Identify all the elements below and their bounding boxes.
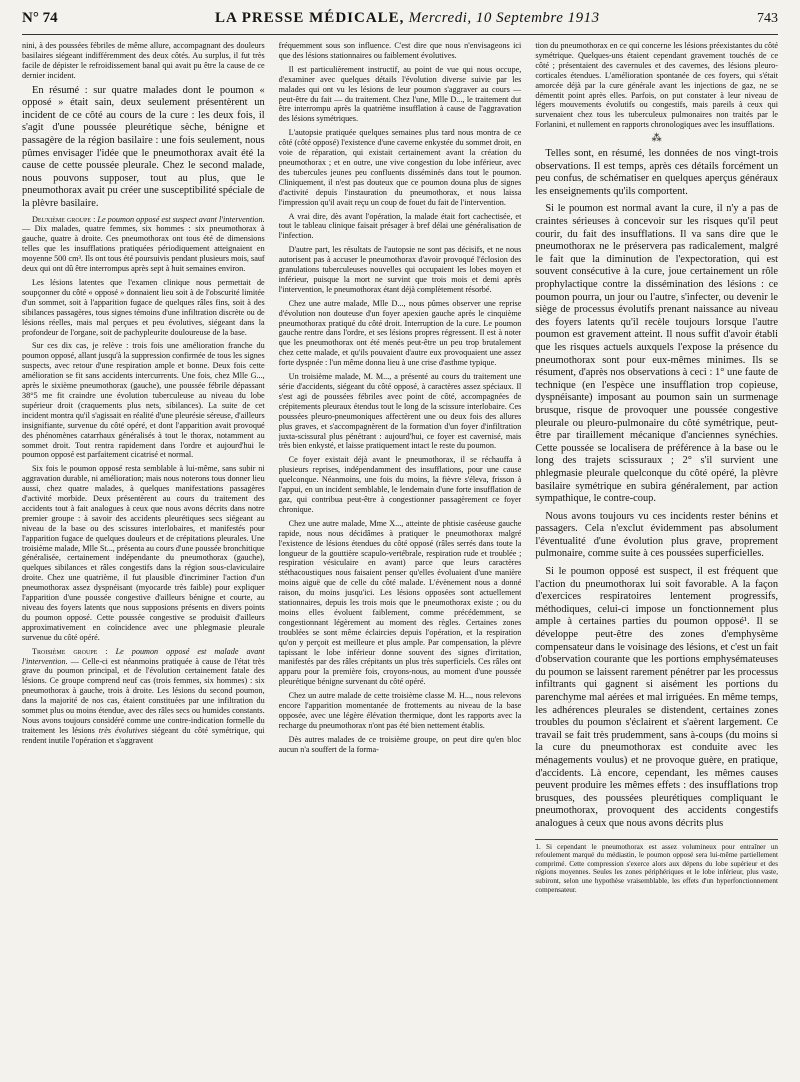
paragraph: L'autopsie pratiquée quelques semaines plus tard nous montra de ce côté (côté opposé) l'existence d'une caverne enkystée du sommet droit, en voie de réparation, qui existait certainement avant la création du pneumothorax ; et en outre, une vive congestion du lobe inférieur, avec des tubercules jeunes peu confluents disséminés dans tout le poumon. Cliniquement, il n'est pas douteux que ce poumon douna plus de signes d'activité depuis l'instauration du pneumothorax, et nous laissa l'impression qu'il avait reçu un coup de fouet du fait de l'intervention. xyxy=(278,128,522,207)
issue-number: N° 74 xyxy=(22,10,58,26)
page-number: 743 xyxy=(756,11,778,26)
group-text: — Celle-ci est néanmoins pratiquée à cause de l'état très grave du poumon principal, et de l'évolution certainement fatale des lésions. Ce groupe comprend neuf cas (trois femmes, six hommes) : six pneumothorax à gauche, trois à droite. Les lésions du second poumon, dans la majorité de nos cas, étaient constituées par une infiltration du sommet plus ou moins étendue, avec des râles secs ou humides constants. Nous avons toujours considéré comme une contre-indication formelle du traitement les lésions xyxy=(22,656,265,735)
group-label: Deuxième groupe : xyxy=(32,214,96,224)
paragraph: Telles sont, en résumé, les données de nos vingt-trois observations. Il est temps, après ces détails forcément un peu confus, de schématiser en quelques aperçus généraux les enseignements qu'ils comportent. xyxy=(535,148,778,197)
paragraph: Un troisième malade, M. M..., a présenté au cours du traitement une série d'accidents, siégeant du côté opposé, à caractères assez spéciaux. Il s'est agi de poussées fébriles avec point de côté, accompagnées de crépitements pleuraux étendus tout le long de la scissure interlobaire. Ces poussées pleuro-pneumoniques affectèrent une ou deux fois des allures plus graves, et s'accompagnèrent de la formation d'un foyer d'infiltration juxta-scissural plus pénétrant : aujourd'hui, ce foyer est cavernisé, mais très bien enkysté, et laisse pratiquement intact le reste du poumon. xyxy=(278,372,522,451)
section-asterism: ⁂ xyxy=(651,133,662,145)
paragraph: Les lésions latentes que l'examen clinique nous permettait de soupçonner du côté « opposé » donnaient lieu soit à de l'obscurité limitée d'un sommet, soit à l'apparition fugace de quelques râles fins, soit à des sibilances passagères, tous signes témoins d'une infiltration discrète ou de lésions réelles, mais mal perçues et peu évolutives, siégeant dans la profondeur de l'organe, soit de pachypleurite douloureuse de la base. xyxy=(22,278,265,337)
paragraph: Nous avons toujours vu ces incidents rester bénins et passagers. Cela n'exclut évidemment pas absolument l'éventualité d'une évolution plus grave, proprement pulmonaire, comme suite à ces poussées superficielles. xyxy=(535,510,778,560)
group-text-end: siégeant du côté symétrique, qui rendent inutile l'opération et s'aggravent xyxy=(22,725,265,745)
paragraph: D'autre part, les résultats de l'autopsie ne sont pas décisifs, et ne nous autorisent pas à accuser le pneumothorax d'avoir provoqué l'éclosion des granulations tuberculeuses nouvelles qui occupaient les lobes moyen et inférieur, puisque la mort ne survint que trois mois et demi après l'intervention, le pneumothorax étant déjà complètement résorbé. xyxy=(278,245,522,294)
group-two-paragraph xyxy=(22,215,265,274)
paragraph: Sur ces dix cas, je relève : trois fois une amélioration franche du poumon opposé, allant jusqu'à la suppression confirmée de tous les signes suspects, avec retour d'une respiration ample et bonne. Deux fois cette amélioration se fit sans accidents intercurrents. Une fois, chez Mlle G..., après le sixième pneumothorax (gauche), une poussée fébrile dépassant 38°5 me fit craindre une évolution tuberculeuse au niveau du lobe supérieur droit (craquements plus nets, sibilances). La suite de cet incident montra qu'il s'agissait en réalité d'une pleurésie séreuse, d'ailleurs insignifiante, survenue du côté opéré, et dont l'apparition avait provoqué des phénomènes catarrhaux généralisés à tout le thorax, notamment au sommet droit. Tout rentra rapidement dans l'ordre et aujourd'hui le poumon opposé est parfaitement cicatrisé et normal. xyxy=(22,341,265,460)
column-2 xyxy=(279,41,522,1081)
journal-name: LA PRESSE MÉDICALE, xyxy=(214,10,405,26)
paragraph: Chez une autre malade, Mme X..., atteinte de phtisie caséeuse gauche rapide, nous nous décidâmes à pratiquer le pneumothorax malgré l'existence de lésions étendues du côté opposé (râles serrés dans toute la longueur de la gouttière scapulo-vertébrale, respiration rude et troublée ; respiration vésiculaire en avant) parce que leurs caractères stéthacoustiques nous faisaient penser qu'elles évoluaient d'une manière moins aiguë que de celle du côté malade. L'évènement nous a donné raison, du moins jusqu'ici. Les lésions opposées sont actuellement stationnaires, depuis les trois mois que le pneumothorax existe ; ou du moins elles évoluent faiblement, comme précédemment, se congestionnant légèrement au moment des règles. Certaines zones troublées se sont même éclaircies depuis l'opération, et la respiration qu'on y perçoit est meilleure et plus ample. Par compensation, la plèvre tapissant le lobe inférieur donne souvent des signes d'irritation, manifestés par des râles crépitants un plus très superficiels. Ces râles ont apparu pour la première fois, croyons-nous, au moment d'une poussée pleurétique bénigne survenant du côté opéré. xyxy=(278,518,522,687)
footnote: 1. Si cependant le pneumothorax est assez volumineux pour entraîner un refoulement marqué du médiastin, le poumon opposé sera lui-même partiellement comprimé. Cette compression s'exerce alors aux dépens du lobe supérieur et des régions moyennes. Seules les zones périphériques et le lobe inférieur, plus vaste, subiront, selon une hypothèse vraisemblable, les effets d'un hyperfonctionnement compensateur. xyxy=(535,839,778,895)
column-1 xyxy=(22,41,265,1081)
paragraph: Dès autres malades de ce troisième groupe, on peut dire qu'en bloc aucun n'a souffert de la forma- xyxy=(278,734,522,754)
paragraph: tion du pneumothorax en ce qui concerne les lésions préexistantes du côté symétrique. Quelques-uns étaient cependant gravement touchés de ce côté ; présentaient des cavernules et des cavernes, des lésions pleuro-corticales étendues. L'amélioration spontanée de ces foyers, qui s'était amorcée déjà par la cure générale avant les injections de gaz, ne se démentit point après elles. Parfois, on put constater à leur niveau de légers mouvements évolutifs ou congestifs, mais pareils à ceux qui survenaient chez tous les tuberculeux pulmonaires non traités par le Forlanini, et nullement en rapports chronologiques avec les insufflations. xyxy=(535,41,778,130)
conclusions-block xyxy=(535,148,778,830)
column-3 xyxy=(535,41,778,1081)
paragraph: Il est particulièrement instructif, au point de vue qui nous occupe, d'examiner avec quelques détails l'évolution diverse suivie par les malades qui ont vu les lésions de leur poumon s'aggraver au cours — peut-être du fait — du traitement. Chez l'une, Mlle D..., le traitement dut être interrompu après la quatrième insufflation à cause de l'aggravation des lésions symétriques. xyxy=(278,64,522,124)
text-columns xyxy=(22,41,778,1081)
paragraph: Chez une autre malade, Mlle D..., nous pûmes observer une reprise d'évolution non douteuse d'un foyer apexien gauche après le cinquième pneumothorax pratiqué du côté droit. Interruption de la cure. Le poumon gauche rentre dans l'ordre, et ses lésions propres régressent. Il est à noter que les pneumothorax ont été menés peut-être un peu trop brutalement chez cette malade, et qu'ils pouvaient d'autre eux provoquaient une assez forte dyspnée : l'un même donna lieu à une crise d'asthme typique. xyxy=(278,298,522,368)
emphasis: très évolutives xyxy=(98,725,148,735)
group-title: Le poumon opposé est suspect avant l'intervention. xyxy=(97,214,265,224)
paragraph: Si le poumon opposé est suspect, il est fréquent que l'action du pneumothorax lui soit favorable. A la façon d'exercices respiratoires lentement progressifs, méthodiques, celui-ci impose un fonctionnement plus ample à certaines parties du poumon opposé¹. Il se développe peut-être des zones d'emphysème compensateur dans le voisinage des lésions, et c'est un fait d'observation courante que les portions emphysémateuses du poumon se laissent rarement pénétrer par les processus infiltrants qui gagnent si aisément les portions du parenchyme mal aérées et mal irriguées. En même temps, les adhérences pleurales se distendent, certaines zones troubles du poumon s'éclairent et s'aèrent largement. Ce travail se fait très prudemment, sans à-coups (du moins si la cure du pneumothorax est conduite avec les ménagements voulus) et ne provoque guère, en pratique, d'accidents. Là encore, cependant, les mêmes causes peuvent produire les mêmes effets : des insufflations trop brusques, des poussées pleurétiques compliquant le pneumothorax, provoquent des accidents congestifs analogues à ceux que nous avons décrits plus xyxy=(535,566,778,829)
paragraph: nini, à des poussées fébriles de même allure, accompagnant des douleurs basilaires siégeant indifféremment des deux côtés. Au surplus, il fut très facile de dépister le refroidissement banal qui avait pu être la cause de ce dernier incident. xyxy=(22,41,265,80)
group-label: Troisième groupe : xyxy=(32,646,108,656)
paragraph: Si le poumon est normal avant la cure, il n'y a pas de craintes sérieuses à concevoir sur les risques qu'il peut courir, du fait des insufflations. Il va sans dire que le pneumothorax ne le préservera pas radicalement, malgré le fait que la diminution de l'expectoration, qui est souvent consécutive à la cure, joue certainement un rôle prophylactique contre la dissémination des lésions : ce poumon pourra, un jour ou l'autre, s'infecter, ou devenir le siège de processus évolutifs prenant naissance au niveau des foyers latents qu'il recèle toujours lorsque l'autre poumon est gravement atteint. Il nous suffit d'avoir établi que les risques actuels auxquels l'expose la présence du pneumothorax sont pour eux-mêmes minimes. Ils se résument, d'après nos observations à ceci : 1° une faute de technique (en l'espèce une insufflation trop copieuse, dyspnéisante) imposant au poumon sain un surmenage brusque, risque de provoquer une poussée congestive pleurale ou pleuro-pulmonaire du côté symétrique, peut-être par tiraillement mécanique d'anciennes synéchies. Cette poussée se localisera de préférence à la base ou le long des trajets scissuraux ; 2° s'il survient une phlegmasie pleurale quelconque du côté opéré, la plèvre basilaire symétrique en subira généralement, par action sympathique, le contre-coup. xyxy=(535,203,778,505)
issue-date: Mercredi, 10 Septembre 1913 xyxy=(408,10,600,26)
journal-title-line xyxy=(215,10,600,27)
paragraph: fréquemment sous son influence. C'est dire que nous n'envisageons ici que des lésions stationnaires ou faiblement évolutives. xyxy=(278,41,522,60)
paragraph: Chez un autre malade de cette troisième classe M. H..., nous relevons encore l'apparition momentanée de frottements au niveau de la base opposée, avec une légère élévation thermique, dont les rapports avec la recharge du pneumothorax n'ont pas été bien nettement établis. xyxy=(278,691,522,730)
summary-paragraph: En résumé : sur quatre malades dont le poumon « opposé » était sain, deux seulement présentèrent un incident de ce côté au cours de la cure : les deux fois, il s'agit d'une poussée pleurétique sèche, bénigne et passagère de la région basilaire : une fois seulement, nous pûmes envisager l'idée que le pneumothorax avait été la cause de cette poussée pleurale. Chez le second malade, nous pouvons supposer, tout au plus, que le pneumothorax avait pu créer une susceptibilité spéciale de la plèvre basilaire. xyxy=(22,84,265,209)
paragraph: A vrai dire, dès avant l'opération, la malade était fort cachectisée, et tout le tableau clinique faisait présager à bref délai une généralisation de l'infection. xyxy=(278,211,522,241)
page-header xyxy=(22,10,778,35)
group-title: Le poumon opposé est malade avant l'intervention. xyxy=(22,646,265,666)
paragraph: Ce foyer existait déjà avant le pneumothorax, il se réchauffa à plusieurs reprises, indépendamment des insufflations, pour une cause quelconque. Néanmoins, une fois du moins, la fièvre s'éleva, frisson à l'appui, en un incident semblable, le lendemain d'une forte insufflation de gaz, qui contribua peut-être à congestionner passagèrement ce foyer chronique. xyxy=(278,455,522,514)
paragraph: Six fois le poumon opposé resta semblable à lui-même, sans subir ni aggravation durable, ni amélioration; mais nous noterons tous donner lieu aussi, chez quatre malades, à quelques manifestations passagères d'activité morbide. Deux présentèrent au cours du traitement des accidents tout à fait analogues à ceux que nous avons décrits dans notre premier groupe : à savoir des accidents pleurétiques secs siégeant au niveau de la base ou des scissures interlobaires, et manifestés pour l'apparition fugace de quelques douleurs et de crépitations pleurales. Une troisième malade, Mlle St..., présenta au cours d'une poussée bronchitique généralisée, certainement indépendante du pneumothorax (gauche), quelques sibilances et râles congestifs dans la région sous-claviculaire droite. Chez une quatrième, il fut plausible d'incriminer l'action d'un pneumothorax assez dyspnéisant (myocarde très faible) pour expliquer l'apparition d'une poussée congestive d'ailleurs bénigne et courte, au niveau des foyers latents que nous supposions présents en divers points du poumon opposé. Cette poussée congestive se produisit d'ailleurs approximativement en coïncidence avec une phlegmasie pleurale survenue du côté opéré. xyxy=(22,464,265,642)
group-three-paragraph xyxy=(22,647,265,746)
group-text: — Dix malades, quatre femmes, six hommes : six pneumothorax à gauche, quatre à droite. Ces pneumothorax ont tous été de dimensions telles que les insufflations pratiquées périodiquement atteignaient en moyenne 500 cm³. Ils ont tous été poursuivis pendant plusieurs mois, sauf deux qui ont dû être interrompus après sept à huit semaines environ. xyxy=(22,224,265,274)
